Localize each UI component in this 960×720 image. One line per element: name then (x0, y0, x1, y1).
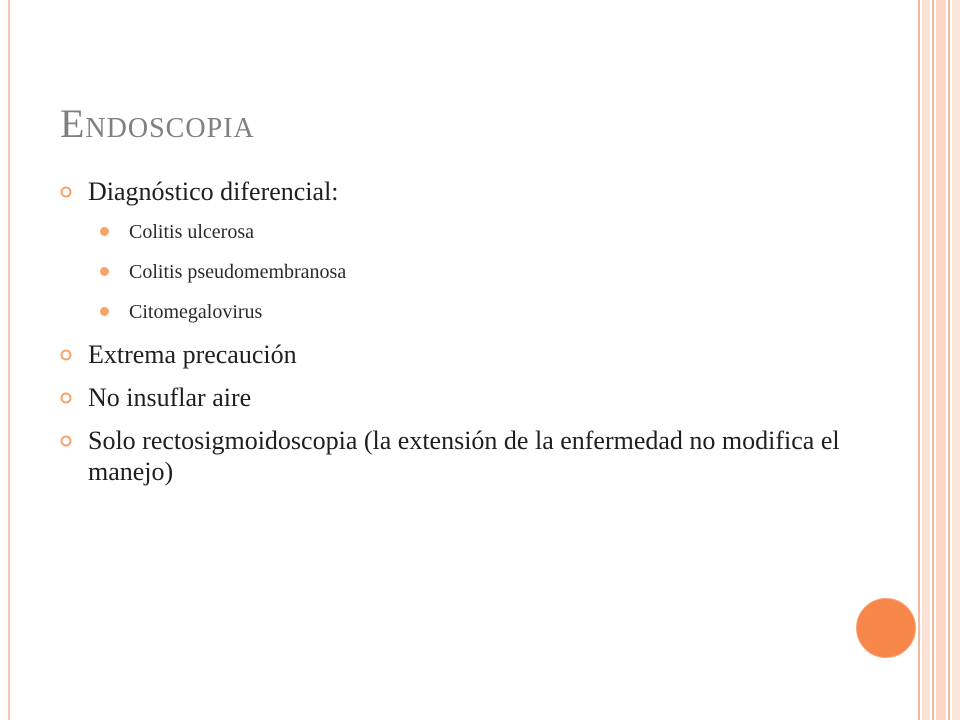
sub-bullet-item (60, 299, 840, 325)
bullet-list (60, 176, 840, 499)
bullet-item (60, 425, 840, 487)
filled-dot-bullet-icon (100, 307, 109, 316)
right-stripe (952, 0, 960, 720)
bullet-item (60, 339, 840, 370)
sub-bullet-text: Citomegalovirus (129, 301, 263, 323)
right-stripe (922, 0, 930, 720)
filled-dot-bullet-icon (100, 267, 109, 276)
sub-bullet-item (60, 259, 840, 285)
left-border-line (8, 0, 10, 720)
right-stripe (918, 0, 920, 720)
bullet-item (60, 382, 840, 413)
bullet-text: Solo rectosigmoidoscopia (la extensión de la enfermedad no modifica el manejo) (88, 426, 840, 486)
slide-title: Endoscopia (60, 101, 255, 146)
bullet-text: Diagnóstico diferencial: (88, 177, 339, 206)
hollow-circle-bullet-icon (60, 349, 72, 361)
bullet-item (60, 176, 840, 207)
sub-bullet-text: Colitis ulcerosa (129, 221, 254, 243)
filled-dot-bullet-icon (100, 227, 109, 236)
bullet-text: No insuflar aire (88, 383, 252, 412)
right-stripe (936, 0, 946, 720)
sub-bullet-item (60, 219, 840, 245)
hollow-circle-bullet-icon (60, 186, 72, 198)
hollow-circle-bullet-icon (60, 435, 72, 447)
orange-circle-icon (856, 598, 916, 658)
right-stripe (948, 0, 950, 720)
right-stripe (932, 0, 934, 720)
sub-bullet-text: Colitis pseudomembranosa (129, 261, 347, 283)
sub-bullet-list (60, 219, 840, 325)
hollow-circle-bullet-icon (60, 392, 72, 404)
bullet-text: Extrema precaución (88, 340, 297, 369)
